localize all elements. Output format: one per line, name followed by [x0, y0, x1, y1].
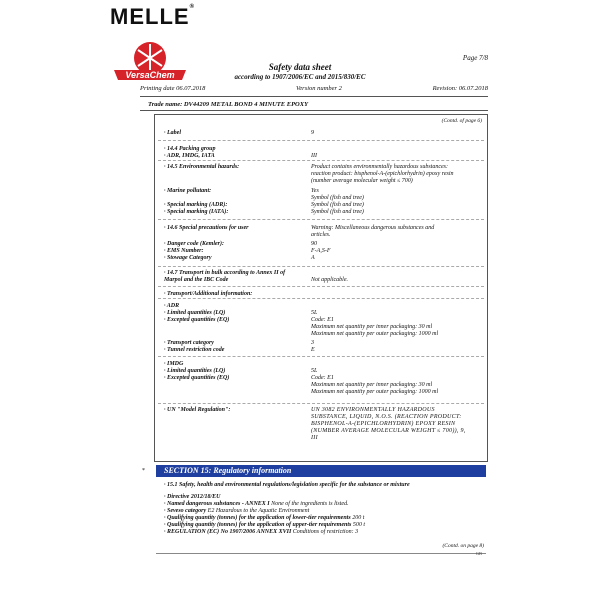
divider: [140, 110, 488, 111]
section-15-line: [164, 529, 358, 536]
section-15-header: [156, 465, 486, 477]
row-separator: [158, 356, 484, 357]
contd-bottom: (Contd. on page 8): [442, 543, 484, 549]
row-label: · ADR, IMDG, IATA: [164, 153, 215, 159]
row-label: · Tunnel restriction code: [164, 347, 225, 353]
row-value: A: [311, 255, 315, 261]
row-value: Maximum net quantity per outer packaging: 1000 ml: [311, 331, 439, 337]
printing-date: Printing date 06.07.2018: [140, 85, 206, 92]
document-subtitle: according to 1907/2006/EC and 2015/830/EC: [234, 73, 366, 81]
row-label: · Label: [164, 130, 181, 136]
row-value: UN 3082 ENVIRONMENTALLY HAZARDOUS: [311, 407, 435, 413]
row-label: · Marine pollutant:: [164, 188, 212, 194]
line-label: · Directive 2012/18/EU: [164, 494, 221, 500]
row-value: 90: [311, 241, 317, 247]
row-separator: [158, 286, 484, 287]
row-value: E: [311, 347, 315, 353]
row-separator: [158, 140, 484, 141]
row-label: · Special marking (IATA):: [164, 209, 229, 215]
row-value: Product contains environmentally hazardous substances:: [311, 164, 448, 170]
divider: [140, 96, 488, 97]
line-text: 200 t: [350, 515, 365, 521]
row-label: · IMDG: [164, 361, 184, 367]
line-label: · REGULATION (EC) No 1907/2006 ANNEX XVII: [164, 529, 292, 535]
section-15-line: [164, 522, 365, 529]
row-value: 3: [311, 340, 314, 346]
row-value: (number average molecular weight ≤ 700): [311, 178, 413, 184]
row-separator: [158, 266, 484, 267]
section-15-line: [164, 494, 221, 501]
section-15-line: [164, 508, 309, 515]
row-value: Code: E1: [311, 317, 334, 323]
info-row: [140, 85, 488, 94]
line-label: · Qualifying quantity (tonnes) for the application of upper-tier requirements: [164, 522, 352, 528]
row-label: · Special marking (ADR):: [164, 202, 228, 208]
row-value: reaction product: bisphenol-A-(epichlorhydrin) epoxy resin: [311, 171, 454, 177]
row-label: · Excepted quantities (EQ): [164, 375, 230, 381]
row-value: BISPHENOL-A-(EPICHLORHYDRIN) EPOXY RESIN: [311, 421, 456, 427]
logo-text: VersaChem: [125, 70, 175, 80]
row-value: Symbol (fish and tree): [311, 195, 364, 201]
row-label: · 14.7 Transport in bulk according to Annex II of: [164, 270, 286, 276]
row-label: · Danger code (Kemler):: [164, 241, 224, 247]
section-15-title: SECTION 15: Regulatory information: [164, 466, 292, 475]
row-label: · Limited quantities (LQ): [164, 368, 226, 374]
change-marker: *: [142, 468, 145, 474]
row-value: Code: E1: [311, 375, 334, 381]
row-label: · 14.5 Environmental hazards:: [164, 164, 240, 170]
row-value: 5L: [311, 368, 318, 374]
row-label: · Transport/Additional information:: [164, 291, 253, 297]
row-label: · 14.6 Special precautions for user: [164, 225, 249, 231]
row-value: Maximum net quantity per outer packaging: 1000 ml: [311, 389, 439, 395]
section-15-line: [164, 482, 410, 489]
line-text: Conditions of restriction: 3: [291, 529, 359, 535]
row-label: · Limited quantities (LQ): [164, 310, 226, 316]
row-value: articles.: [311, 232, 331, 238]
line-text: None of the ingredients is listed.: [269, 501, 349, 507]
row-label: · Excepted quantities (EQ): [164, 317, 230, 323]
row-value: Maximum net quantity per inner packaging: 30 ml: [311, 382, 433, 388]
row-value: Warning: Miscellaneous dangerous substances and: [311, 225, 435, 231]
row-separator: [158, 219, 484, 220]
row-label: · 14.4 Packing group: [164, 146, 216, 152]
page-ref: GB: [475, 551, 482, 556]
revision-date: Revision: 06.07.2018: [432, 85, 488, 92]
melle-brand: MELLE: [110, 4, 190, 29]
row-value: III: [311, 435, 318, 441]
line-label: · Seveso category: [164, 508, 207, 514]
row-value: Symbol (fish and tree): [311, 202, 364, 208]
divider: [156, 553, 486, 554]
document-title: Safety data sheet: [268, 62, 332, 72]
row-value: (NUMBER AVERAGE MOLECULAR WEIGHT ≤ 700)), 9,: [311, 428, 466, 434]
row-separator: [158, 298, 484, 299]
line-label: · 15.1 Safety, health and environmental regulations/legislation specific for the substance or mixture: [164, 482, 410, 488]
page-number: Page 7/8: [462, 54, 488, 62]
contd-top: (Contd. of page 6): [441, 118, 482, 124]
row-value: Symbol (fish and tree): [311, 209, 364, 215]
line-label: · Qualifying quantity (tonnes) for the application of lower-tier requirements: [164, 515, 351, 521]
row-value: F-A,S-F: [311, 248, 331, 254]
row-label: Marpol and the IBC Code: [164, 277, 229, 283]
row-label: · Stowage Category: [164, 255, 212, 261]
melle-reg: ®: [189, 4, 195, 10]
line-text: 500 t: [351, 522, 366, 528]
row-value: Maximum net quantity per inner packaging: 30 ml: [311, 324, 433, 330]
row-label: · EMS Number:: [164, 248, 204, 254]
row-value: 9: [311, 130, 314, 136]
melle-logo: [110, 4, 195, 30]
row-value: 5L: [311, 310, 318, 316]
trade-name: Trade name: DV44209 METAL BOND 4 MINUTE EPOXY: [148, 101, 309, 108]
row-value: III: [311, 153, 317, 159]
row-value: Yes: [311, 188, 319, 194]
section-15-line: [164, 515, 364, 522]
line-text: E2 Hazardous to the Aquatic Environment: [206, 508, 310, 514]
row-label: · UN "Model Regulation":: [164, 407, 231, 413]
row-separator: [158, 160, 484, 161]
line-label: · Named dangerous substances - ANNEX I: [164, 501, 270, 507]
row-label: · Transport category: [164, 340, 214, 346]
version-number: Version number 2: [296, 85, 342, 92]
row-label: · ADR: [164, 303, 180, 309]
row-separator: [158, 403, 484, 404]
row-value: Not applicable.: [311, 277, 348, 283]
row-value: SUBSTANCE, LIQUID, N.O.S. (REACTION PRODUCT:: [311, 414, 462, 420]
section-15-line: [164, 501, 349, 508]
